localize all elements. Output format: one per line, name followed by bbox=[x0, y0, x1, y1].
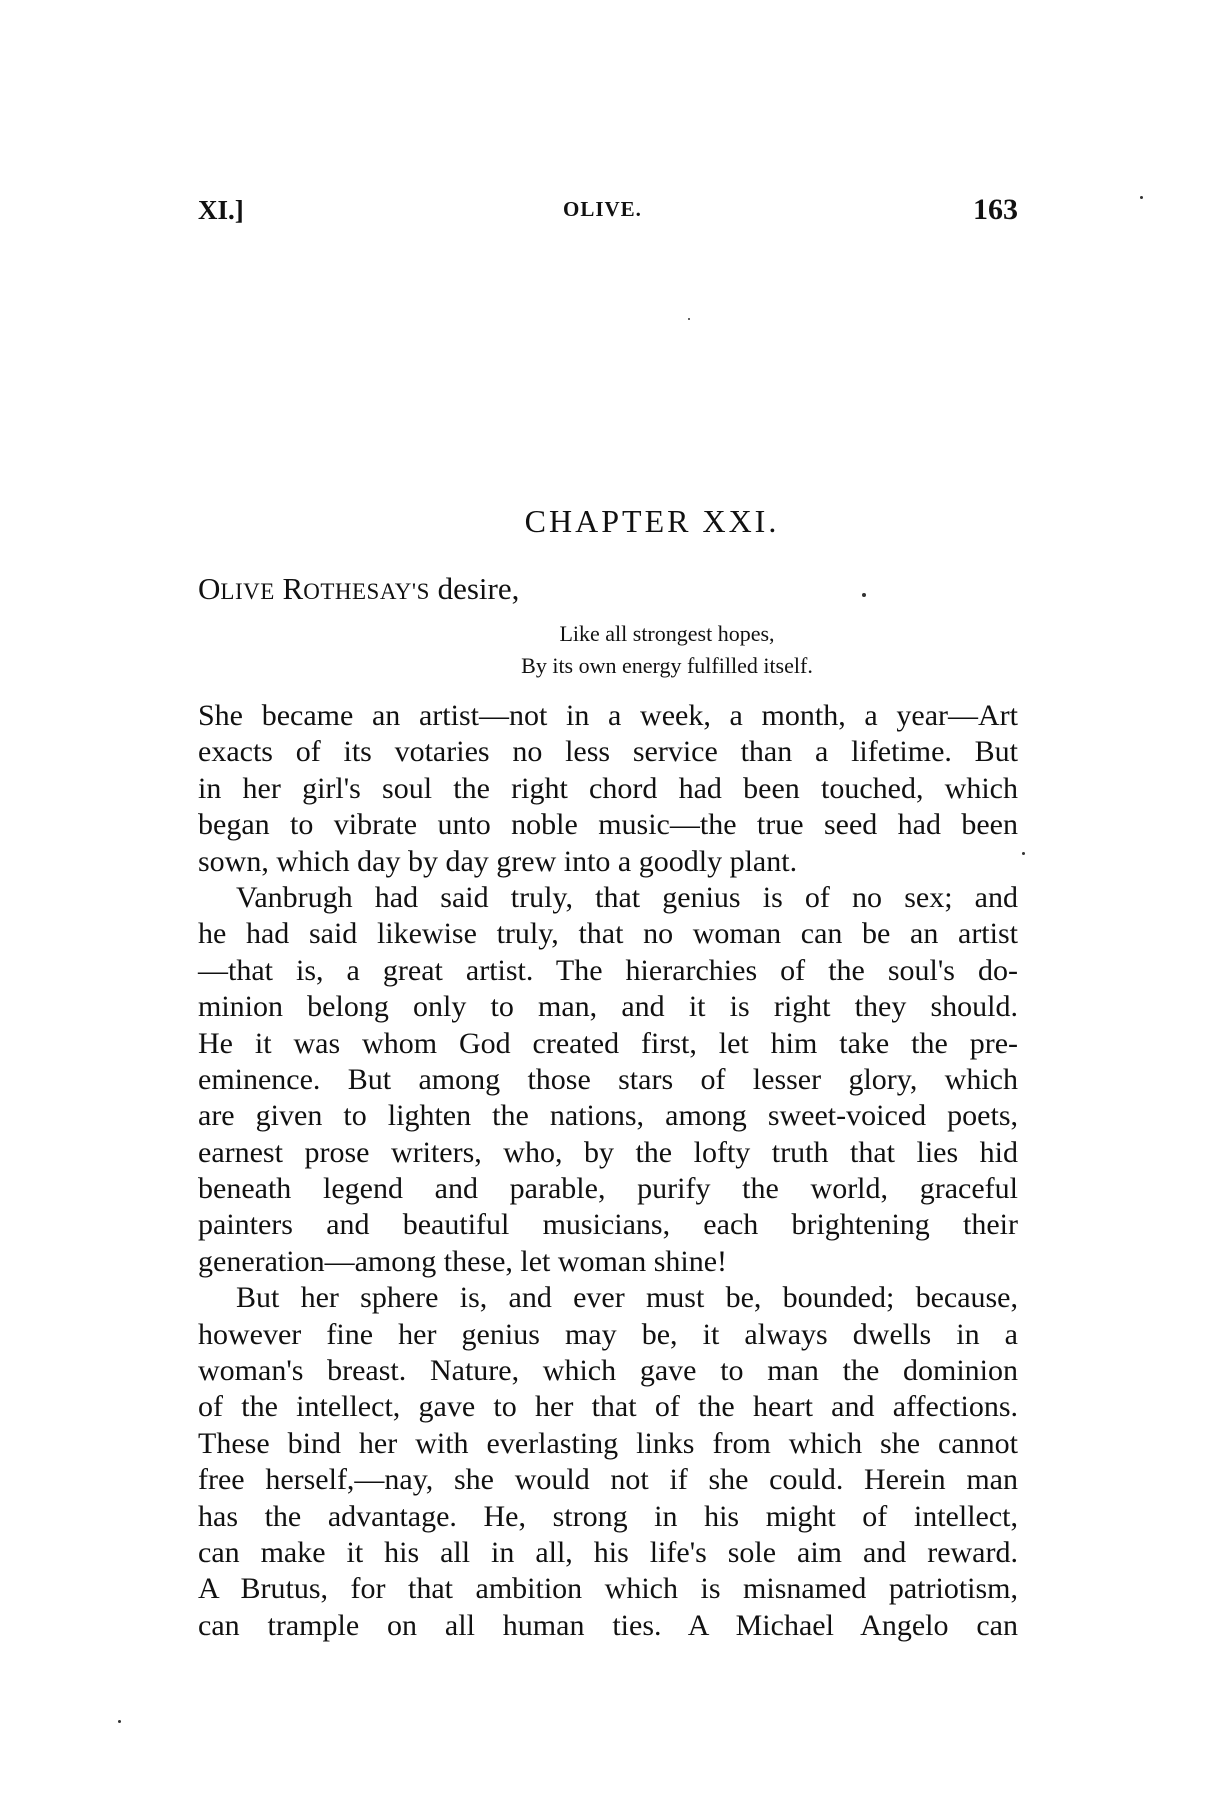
text-line: free herself,—nay, she would not if she could. Herein man bbox=[198, 1463, 1018, 1497]
print-speck bbox=[688, 318, 690, 320]
print-speck bbox=[1140, 196, 1143, 199]
paragraph-1 bbox=[198, 698, 1018, 880]
text-line: painters and beautiful musicians, each brightening their bbox=[198, 1208, 1018, 1242]
text-line: But her sphere is, and ever must be, bounded; because, bbox=[236, 1281, 1018, 1315]
opening-initial-1: O bbox=[198, 571, 221, 606]
book-title-header: OLIVE. bbox=[563, 197, 642, 221]
text-line: eminence. But among those stars of lesser glory, which bbox=[198, 1062, 1018, 1096]
paragraph-3 bbox=[198, 1280, 1018, 1644]
text-line: he had said likewise truly, that no woman can be an artist bbox=[198, 917, 1018, 951]
paragraph-2 bbox=[198, 880, 1018, 1280]
opening-initial-2: R bbox=[282, 571, 304, 606]
text-line: began to vibrate unto noble music—the true seed had been bbox=[198, 808, 1018, 842]
verse-line: Like all strongest hopes, bbox=[559, 621, 775, 646]
text-line: Vanbrugh had said truly, that genius is of no sex; and bbox=[236, 880, 1018, 914]
verse-quotation bbox=[0, 618, 1214, 682]
text-line: A Brutus, for that ambition which is misnamed patriotism, bbox=[198, 1572, 1018, 1606]
chapter-marker: XI.] bbox=[198, 195, 244, 225]
running-head bbox=[198, 195, 1018, 235]
text-line: in her girl's soul the right chord had been touched, which bbox=[198, 771, 1018, 805]
text-line: has the advantage. He, strong in his might of intellect, bbox=[198, 1499, 1018, 1533]
opening-smallcaps-1: LIVE bbox=[220, 579, 275, 604]
print-speck bbox=[1022, 852, 1025, 855]
text-line: —that is, a great artist. The hierarchies of the soul's do- bbox=[198, 953, 1018, 987]
text-line: are given to lighten the nations, among sweet-voiced poets, bbox=[198, 1099, 1018, 1133]
text-line: woman's breast. Nature, which gave to man the dominion bbox=[198, 1354, 1018, 1388]
text-line: He it was whom God created first, let him take the pre- bbox=[198, 1026, 1018, 1060]
text-line: exacts of its votaries no less service than a lifetime. But bbox=[198, 735, 1018, 769]
text-line: sown, which day by day grew into a goodly plant. bbox=[198, 844, 798, 878]
print-speck bbox=[862, 593, 866, 597]
text-line: of the intellect, gave to her that of the heart and affections. bbox=[198, 1390, 1018, 1424]
text-line: however fine her genius may be, it always dwells in a bbox=[198, 1317, 1018, 1351]
text-line: generation—among these, let woman shine! bbox=[198, 1244, 728, 1278]
chapter-title: CHAPTER XXI. bbox=[524, 503, 780, 539]
text-line: earnest prose writers, who, by the lofty truth that lies hid bbox=[198, 1135, 1018, 1169]
opening-smallcaps-2: OTHESAY'S bbox=[303, 579, 430, 604]
opening-line bbox=[198, 571, 519, 607]
text-line: can make it his all in all, his life's sole aim and reward. bbox=[198, 1535, 1018, 1569]
opening-rest: desire, bbox=[429, 571, 520, 606]
body-text bbox=[198, 698, 1018, 1644]
verse-line: By its own energy fulfilled itself. bbox=[521, 653, 813, 678]
print-speck bbox=[118, 1720, 121, 1723]
page-number: 163 bbox=[973, 193, 1018, 226]
text-line: She became an artist—not in a week, a month, a year—Art bbox=[198, 699, 1018, 732]
text-line: beneath legend and parable, purify the world, graceful bbox=[198, 1172, 1018, 1206]
text-line: minion belong only to man, and it is right they should. bbox=[198, 990, 1018, 1024]
text-line: can trample on all human ties. A Michael Angelo can bbox=[198, 1608, 1018, 1642]
text-line: These bind her with everlasting links from which she cannot bbox=[198, 1426, 1018, 1460]
